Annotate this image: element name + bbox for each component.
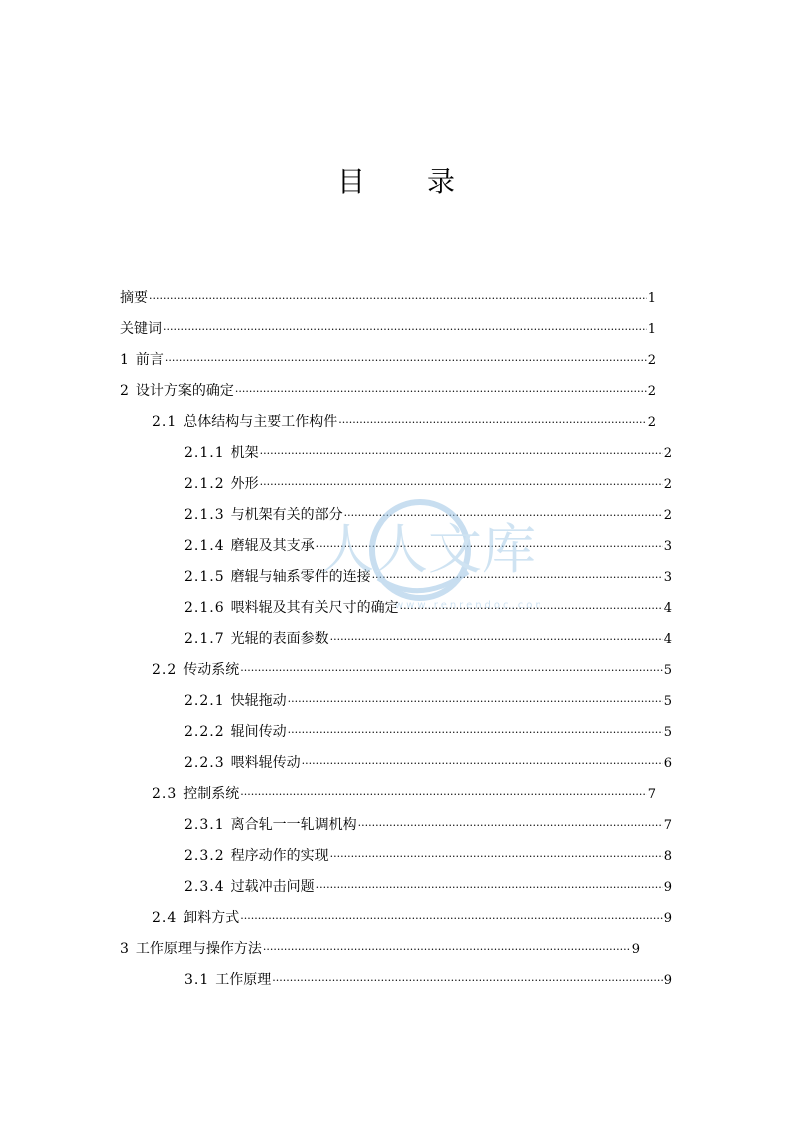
dot-leader xyxy=(358,814,663,838)
dot-leader xyxy=(288,721,663,745)
toc-entry-number: 2 xyxy=(120,383,130,399)
toc-entry[interactable] xyxy=(120,286,656,310)
toc-entry-page: 2 xyxy=(647,353,656,368)
toc-entry-text: 机架 xyxy=(230,445,259,461)
watermark-text: 人人文库 xyxy=(320,518,536,581)
toc-entry-page: 8 xyxy=(663,849,672,864)
toc-entry-page: 9 xyxy=(663,911,672,926)
dot-leader xyxy=(288,690,663,714)
toc-entry-text: 卸料方式 xyxy=(183,910,240,926)
toc-entry[interactable] xyxy=(120,379,656,403)
toc-entry-number: 2.3.4 xyxy=(184,879,225,895)
toc-entry-page: 5 xyxy=(663,694,672,709)
toc-entry-page: 1 xyxy=(647,291,656,306)
toc-entry[interactable] xyxy=(184,720,672,744)
toc-title xyxy=(0,160,794,200)
dot-leader xyxy=(316,535,663,559)
toc-entry[interactable] xyxy=(184,968,672,992)
title-char-2: 录 xyxy=(427,165,458,198)
toc-entry-text: 辊间传动 xyxy=(230,724,287,740)
toc-entry-page: 7 xyxy=(647,787,656,802)
toc-entry[interactable] xyxy=(184,503,672,527)
dot-leader xyxy=(344,504,663,528)
toc-entry-page: 1 xyxy=(647,322,656,337)
toc-entry[interactable] xyxy=(184,534,672,558)
toc-entry-page: 7 xyxy=(663,818,672,833)
toc-entry-number: 2.1.4 xyxy=(184,538,225,554)
toc-entry-text: 光辊的表面参数 xyxy=(230,631,329,647)
toc-entry-page: 4 xyxy=(663,601,672,616)
toc-entry[interactable] xyxy=(120,348,656,372)
toc-entry-number: 1 xyxy=(120,352,130,368)
toc-entry[interactable] xyxy=(184,813,672,837)
toc-entry-number: 2.3.1 xyxy=(184,817,225,833)
toc-entry-page: 2 xyxy=(647,415,656,430)
dot-leader xyxy=(316,876,663,900)
toc-entry-text: 与机架有关的部分 xyxy=(230,507,343,523)
toc-entry-text: 程序动作的实现 xyxy=(230,848,329,864)
toc-entry[interactable] xyxy=(184,441,672,465)
toc-entry[interactable] xyxy=(184,596,672,620)
toc-entry-text: 外形 xyxy=(230,476,259,492)
toc-entry-number: 2.2.2 xyxy=(184,724,225,740)
toc-entry-page: 5 xyxy=(663,725,672,740)
toc-entry-page: 2 xyxy=(663,446,672,461)
dot-leader xyxy=(330,845,663,869)
watermark-subtext: www.renrendoc.com xyxy=(395,600,540,611)
toc-entry[interactable] xyxy=(152,410,656,434)
toc-entry-number: 2.3 xyxy=(152,786,178,802)
dot-leader xyxy=(163,318,647,342)
toc-entry-page: 9 xyxy=(663,973,672,988)
dot-leader xyxy=(240,783,646,807)
toc-entry[interactable] xyxy=(152,906,672,930)
toc-entry-number: 3.1 xyxy=(184,972,210,988)
toc-entry[interactable] xyxy=(184,565,672,589)
toc-entry[interactable] xyxy=(184,627,672,651)
toc-entry-number: 2.4 xyxy=(152,910,178,926)
toc-entry-number: 2.1.1 xyxy=(184,445,225,461)
toc-entry-page: 2 xyxy=(663,508,672,523)
toc-entry-text: 磨辊与轴系零件的连接 xyxy=(230,569,371,585)
toc-entry[interactable] xyxy=(152,782,656,806)
toc-entry-text: 磨辊及其支承 xyxy=(230,538,315,554)
dot-leader xyxy=(165,349,647,373)
dot-leader xyxy=(372,566,663,590)
dot-leader xyxy=(149,287,647,311)
title-char-1: 目 xyxy=(336,165,367,198)
toc-entry-page: 4 xyxy=(663,632,672,647)
toc-entry[interactable] xyxy=(120,317,656,341)
toc-entry-page: 6 xyxy=(663,756,672,771)
toc-entry[interactable] xyxy=(184,844,672,868)
toc-entry-number: 2.1.7 xyxy=(184,631,225,647)
dot-leader xyxy=(330,628,663,652)
toc-entry-number: 2.1.6 xyxy=(184,600,225,616)
toc-entry[interactable] xyxy=(152,658,672,682)
toc-entry-page: 3 xyxy=(663,539,672,554)
toc-entry-text: 工作原理 xyxy=(215,972,272,988)
toc-entry-number: 2.3.2 xyxy=(184,848,225,864)
toc-entry-number: 2.1.3 xyxy=(184,507,225,523)
toc-entry[interactable] xyxy=(184,689,672,713)
toc-entry-text: 喂料辊传动 xyxy=(230,755,301,771)
dot-leader xyxy=(240,907,662,931)
dot-leader xyxy=(263,938,631,962)
toc-entry-page: 9 xyxy=(663,880,672,895)
toc-entry-number: 2.1.5 xyxy=(184,569,225,585)
toc-entry-number: 2.2.1 xyxy=(184,693,225,709)
toc-entry-text: 关键词 xyxy=(120,321,162,337)
toc-entry[interactable] xyxy=(120,937,640,961)
dot-leader xyxy=(235,380,647,404)
toc-entry-page: 5 xyxy=(663,663,672,678)
dot-leader xyxy=(400,597,663,621)
toc-entry-page: 2 xyxy=(647,384,656,399)
dot-leader xyxy=(260,442,663,466)
toc-entry-text: 前言 xyxy=(135,352,164,368)
dot-leader xyxy=(260,473,663,497)
toc-entry-text: 控制系统 xyxy=(183,786,240,802)
toc-entry-text: 工作原理与操作方法 xyxy=(135,941,262,957)
toc-entry-page: 3 xyxy=(663,570,672,585)
toc-entry-number: 2.2.3 xyxy=(184,755,225,771)
toc-entry-page: 9 xyxy=(631,942,640,957)
toc-entry-number: 3 xyxy=(120,941,130,957)
toc-entry-text: 过载冲击问题 xyxy=(230,879,315,895)
toc-entry-text: 设计方案的确定 xyxy=(135,383,234,399)
toc-entry[interactable] xyxy=(184,751,672,775)
toc-entry[interactable] xyxy=(184,472,672,496)
toc-entry-text: 传动系统 xyxy=(183,662,240,678)
dot-leader xyxy=(240,659,662,683)
toc-entry-number: 2.1.2 xyxy=(184,476,225,492)
toc-entry-text: 总体结构与主要工作构件 xyxy=(183,414,338,430)
toc-entry-text: 快辊拖动 xyxy=(230,693,287,709)
toc-entry-number: 2.1 xyxy=(152,414,178,430)
dot-leader xyxy=(302,752,663,776)
dot-leader xyxy=(338,411,646,435)
dot-leader xyxy=(272,969,662,993)
toc-entry-page: 2 xyxy=(663,477,672,492)
toc-entry-number: 2.2 xyxy=(152,662,178,678)
toc-entry-text: 摘要 xyxy=(120,290,148,306)
toc-entry[interactable] xyxy=(184,875,672,899)
toc-entry-text: 离合轧一一轧调机构 xyxy=(230,817,357,833)
toc-entry-text: 喂料辊及其有关尺寸的确定 xyxy=(230,600,399,616)
